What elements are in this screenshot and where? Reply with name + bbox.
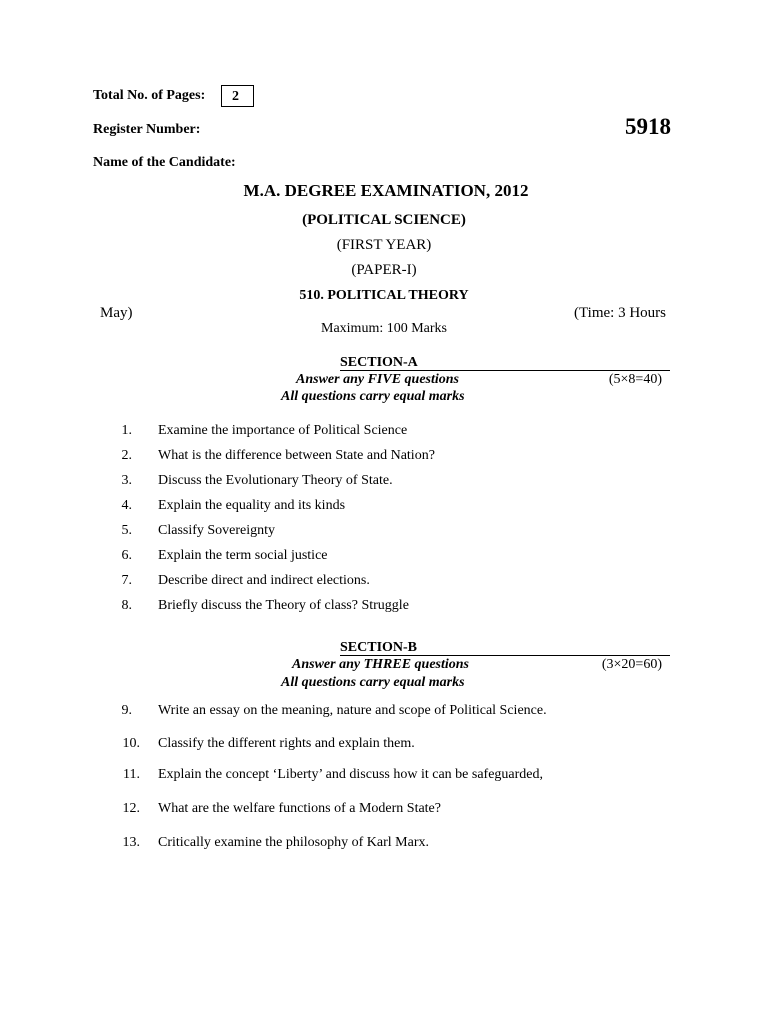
course-title: 510. POLITICAL THEORY <box>299 288 469 303</box>
section-b-title: SECTION-B <box>340 640 418 655</box>
question-text: Describe direct and indirect elections. <box>158 573 370 588</box>
exam-subject: (POLITICAL SCIENCE) <box>302 212 466 228</box>
section-b-instruction: Answer any THREE questions <box>292 657 469 672</box>
question-text: Briefly discuss the Theory of class? Struggle <box>158 598 409 613</box>
question-number: 4. <box>121 498 132 513</box>
question-number: 13. <box>122 835 140 850</box>
question-text: What is the difference between State and Nation? <box>158 448 435 463</box>
total-pages-box: 2 <box>221 85 254 107</box>
section-a-title: SECTION-A <box>340 355 418 370</box>
exam-year: (FIRST YEAR) <box>336 237 432 253</box>
question-text: Explain the term social justice <box>158 548 328 563</box>
section-b-marks: (3×20=60) <box>601 657 662 672</box>
exam-paper-number: (PAPER-I) <box>351 262 417 278</box>
max-marks: Maximum: 100 Marks <box>321 321 447 336</box>
exam-time: (Time: 3 Hours <box>574 305 666 321</box>
question-number: 11. <box>123 767 140 782</box>
exam-month: May) <box>100 305 133 321</box>
candidate-name-label: Name of the Candidate: <box>93 155 236 170</box>
paper-code: 5918 <box>625 114 671 139</box>
question-text: What are the welfare functions of a Modern State? <box>158 801 441 816</box>
question-number: 7. <box>121 573 132 588</box>
question-number: 12. <box>122 801 140 816</box>
total-pages-label: Total No. of Pages: <box>93 88 206 103</box>
section-a-rule <box>340 370 670 371</box>
question-text: Discuss the Evolutionary Theory of State. <box>158 473 393 488</box>
question-number: 2. <box>121 448 132 463</box>
question-text: Classify Sovereignty <box>158 523 276 538</box>
question-number: 3. <box>121 473 132 488</box>
question-number: 8. <box>121 598 132 613</box>
question-text: Classify the different rights and explain them. <box>158 736 415 751</box>
section-a-note: All questions carry equal marks <box>281 389 465 404</box>
question-text: Critically examine the philosophy of Karl Marx. <box>158 835 429 850</box>
section-b-note: All questions carry equal marks <box>281 675 465 690</box>
section-a-instruction: Answer any FIVE questions <box>296 372 459 387</box>
section-b-rule <box>340 655 670 656</box>
question-number: 9. <box>121 703 132 718</box>
question-number: 5. <box>121 523 132 538</box>
exam-title: M.A. DEGREE EXAMINATION, 2012 <box>243 181 529 200</box>
question-text: Write an essay on the meaning, nature and scope of Political Science. <box>158 703 547 718</box>
question-number: 1. <box>121 423 132 438</box>
question-text: Explain the equality and its kinds <box>158 498 346 513</box>
question-number: 6. <box>121 548 132 563</box>
question-text: Explain the concept ‘Liberty’ and discuss how it can be safeguarded, <box>158 767 543 782</box>
question-number: 10. <box>122 736 140 751</box>
section-a-marks: (5×8=40) <box>608 372 662 387</box>
question-text: Examine the importance of Political Science <box>158 423 408 438</box>
register-number-label: Register Number: <box>93 122 201 137</box>
